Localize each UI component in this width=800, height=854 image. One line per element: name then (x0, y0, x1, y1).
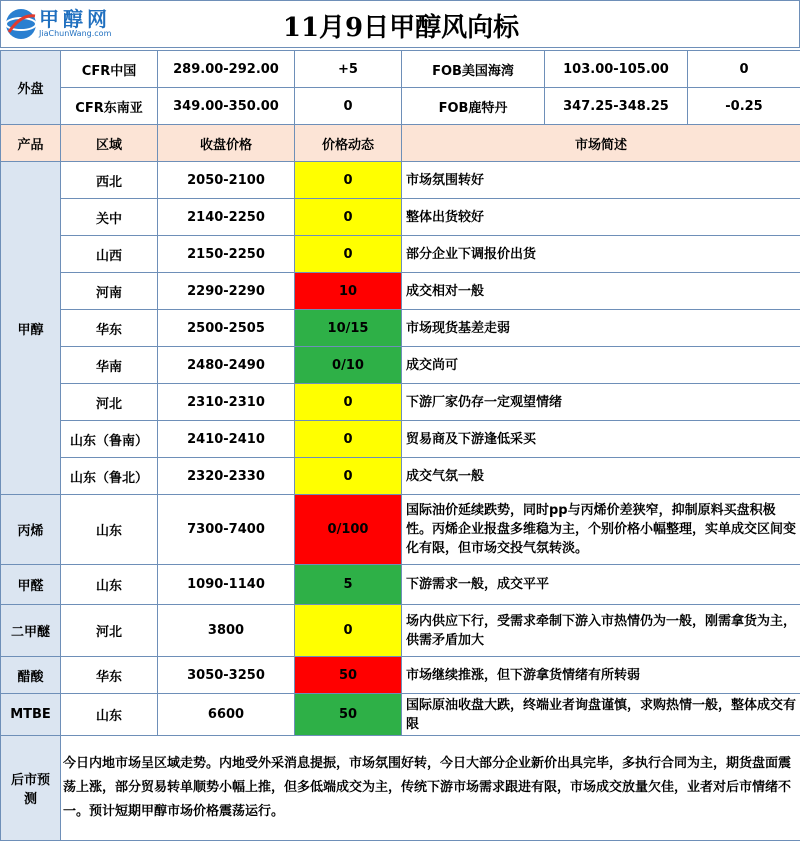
price-cell: 2410-2410 (158, 421, 295, 458)
logo-url: JiaChunWang.com (39, 29, 112, 38)
region-cell: 山西 (61, 236, 158, 273)
header-product: 产品 (1, 125, 61, 162)
ext-left-change: +5 (295, 51, 402, 88)
price-cell: 2310-2310 (158, 384, 295, 421)
product-methanol: 甲醇 (1, 162, 61, 495)
ext-right-change: 0 (688, 51, 800, 88)
change-cell: 5 (295, 565, 402, 605)
ext-left-name: CFR中国 (61, 51, 158, 88)
change-cell: 0 (295, 199, 402, 236)
ext-left-price: 289.00-292.00 (158, 51, 295, 88)
price-cell: 3050-3250 (158, 657, 295, 694)
summary-cell: 成交尚可 (402, 347, 800, 384)
region-cell: 河南 (61, 273, 158, 310)
ext-left-change: 0 (295, 88, 402, 125)
region-cell: 华东 (61, 657, 158, 694)
summary-cell: 市场氛围转好 (402, 162, 800, 199)
ext-left-name: CFR东南亚 (61, 88, 158, 125)
price-cell: 2140-2250 (158, 199, 295, 236)
price-cell: 2500-2505 (158, 310, 295, 347)
change-cell: 10/15 (295, 310, 402, 347)
ext-right-name: FOB美国海湾 (402, 51, 545, 88)
region-cell: 山东 (61, 565, 158, 605)
region-cell: 河北 (61, 384, 158, 421)
table-row (1, 694, 800, 736)
table-row (1, 458, 800, 495)
price-cell: 3800 (158, 605, 295, 657)
table-row (1, 421, 800, 458)
change-cell: 0 (295, 421, 402, 458)
table-row (1, 384, 800, 421)
change-cell: 0 (295, 458, 402, 495)
product-cell: 醋酸 (1, 657, 61, 694)
table-row (1, 199, 800, 236)
table-row (1, 495, 800, 565)
table-row (1, 605, 800, 657)
price-cell: 2050-2100 (158, 162, 295, 199)
summary-cell: 下游厂家仍存一定观望情绪 (402, 384, 800, 421)
summary-cell: 市场继续推涨，但下游拿货情绪有所转弱 (402, 657, 800, 694)
header-price-change: 价格动态 (295, 125, 402, 162)
forecast-label: 后市预测 (1, 736, 61, 841)
summary-cell: 部分企业下调报价出货 (402, 236, 800, 273)
summary-cell: 国际原油收盘大跌，终端业者询盘谨慎，求购热情一般，整体成交有限 (402, 694, 800, 736)
ext-left-price: 349.00-350.00 (158, 88, 295, 125)
table-row (1, 273, 800, 310)
summary-cell: 下游需求一般，成交平平 (402, 565, 800, 605)
ext-right-price: 347.25-348.25 (545, 88, 688, 125)
summary-cell: 国际油价延续跌势，同时pp与丙烯价差狭窄，抑制原料买盘积极性。丙烯企业报盘多维稳为主，个别价格小幅整理，实单成交区间变化有限，但市场交投气氛转淡。 (402, 495, 800, 565)
change-cell: 50 (295, 694, 402, 736)
product-cell: 丙烯 (1, 495, 61, 565)
change-cell: 50 (295, 657, 402, 694)
region-cell: 华南 (61, 347, 158, 384)
external-label: 外盘 (1, 51, 61, 125)
external-row (1, 88, 800, 125)
title-bar (0, 0, 800, 48)
price-cell: 2290-2290 (158, 273, 295, 310)
data-table (0, 50, 800, 841)
summary-cell: 市场现货基差走弱 (402, 310, 800, 347)
table-row (1, 310, 800, 347)
price-cell: 2480-2490 (158, 347, 295, 384)
product-cell: 二甲醚 (1, 605, 61, 657)
region-cell: 西北 (61, 162, 158, 199)
summary-cell: 成交气氛一般 (402, 458, 800, 495)
page-title: 11月9日甲醇风向标 (282, 13, 520, 43)
price-cell: 2320-2330 (158, 458, 295, 495)
price-cell: 7300-7400 (158, 495, 295, 565)
external-row (1, 51, 800, 88)
summary-cell: 贸易商及下游逢低采买 (402, 421, 800, 458)
ext-right-name: FOB鹿特丹 (402, 88, 545, 125)
header-region: 区域 (61, 125, 158, 162)
price-cell: 1090-1140 (158, 565, 295, 605)
summary-cell: 整体出货较好 (402, 199, 800, 236)
change-cell: 0/100 (295, 495, 402, 565)
summary-cell: 场内供应下行，受需求牵制下游入市热情仍为一般，刚需拿货为主，供需矛盾加大 (402, 605, 800, 657)
table-row (1, 347, 800, 384)
change-cell: 0 (295, 162, 402, 199)
header-close-price: 收盘价格 (158, 125, 295, 162)
header-summary: 市场简述 (402, 125, 800, 162)
change-cell: 0 (295, 236, 402, 273)
change-cell: 10 (295, 273, 402, 310)
region-cell: 山东 (61, 694, 158, 736)
price-cell: 2150-2250 (158, 236, 295, 273)
region-cell: 关中 (61, 199, 158, 236)
region-cell: 华东 (61, 310, 158, 347)
table-row (1, 236, 800, 273)
table-row (1, 162, 800, 199)
forecast-text: 今日内地市场呈区域走势。内地受外采消息提振，市场氛围好转，今日大部分企业新价出具完毕，多执行合同为主，期货盘面震荡上涨，部分贸易转单顺势小幅上推，但多低端成交为主，传统下游市场需求跟进有限，市场成交放量欠佳，业者对后市情绪不一。预计短期甲醇市场价格震荡运行。 (61, 736, 800, 841)
table-row (1, 657, 800, 694)
change-cell: 0 (295, 605, 402, 657)
ext-right-price: 103.00-105.00 (545, 51, 688, 88)
region-cell: 山东 (61, 495, 158, 565)
ext-right-change: -0.25 (688, 88, 800, 125)
change-cell: 0 (295, 384, 402, 421)
region-cell: 山东（鲁北） (61, 458, 158, 495)
logo-name: 甲醇网 (39, 7, 111, 31)
summary-cell: 成交相对一般 (402, 273, 800, 310)
header-row (1, 125, 800, 162)
change-cell: 0/10 (295, 347, 402, 384)
product-cell: MTBE (1, 694, 61, 736)
forecast-row (1, 736, 800, 841)
region-cell: 山东（鲁南） (61, 421, 158, 458)
table-row (1, 565, 800, 605)
product-cell: 甲醛 (1, 565, 61, 605)
price-cell: 6600 (158, 694, 295, 736)
region-cell: 河北 (61, 605, 158, 657)
